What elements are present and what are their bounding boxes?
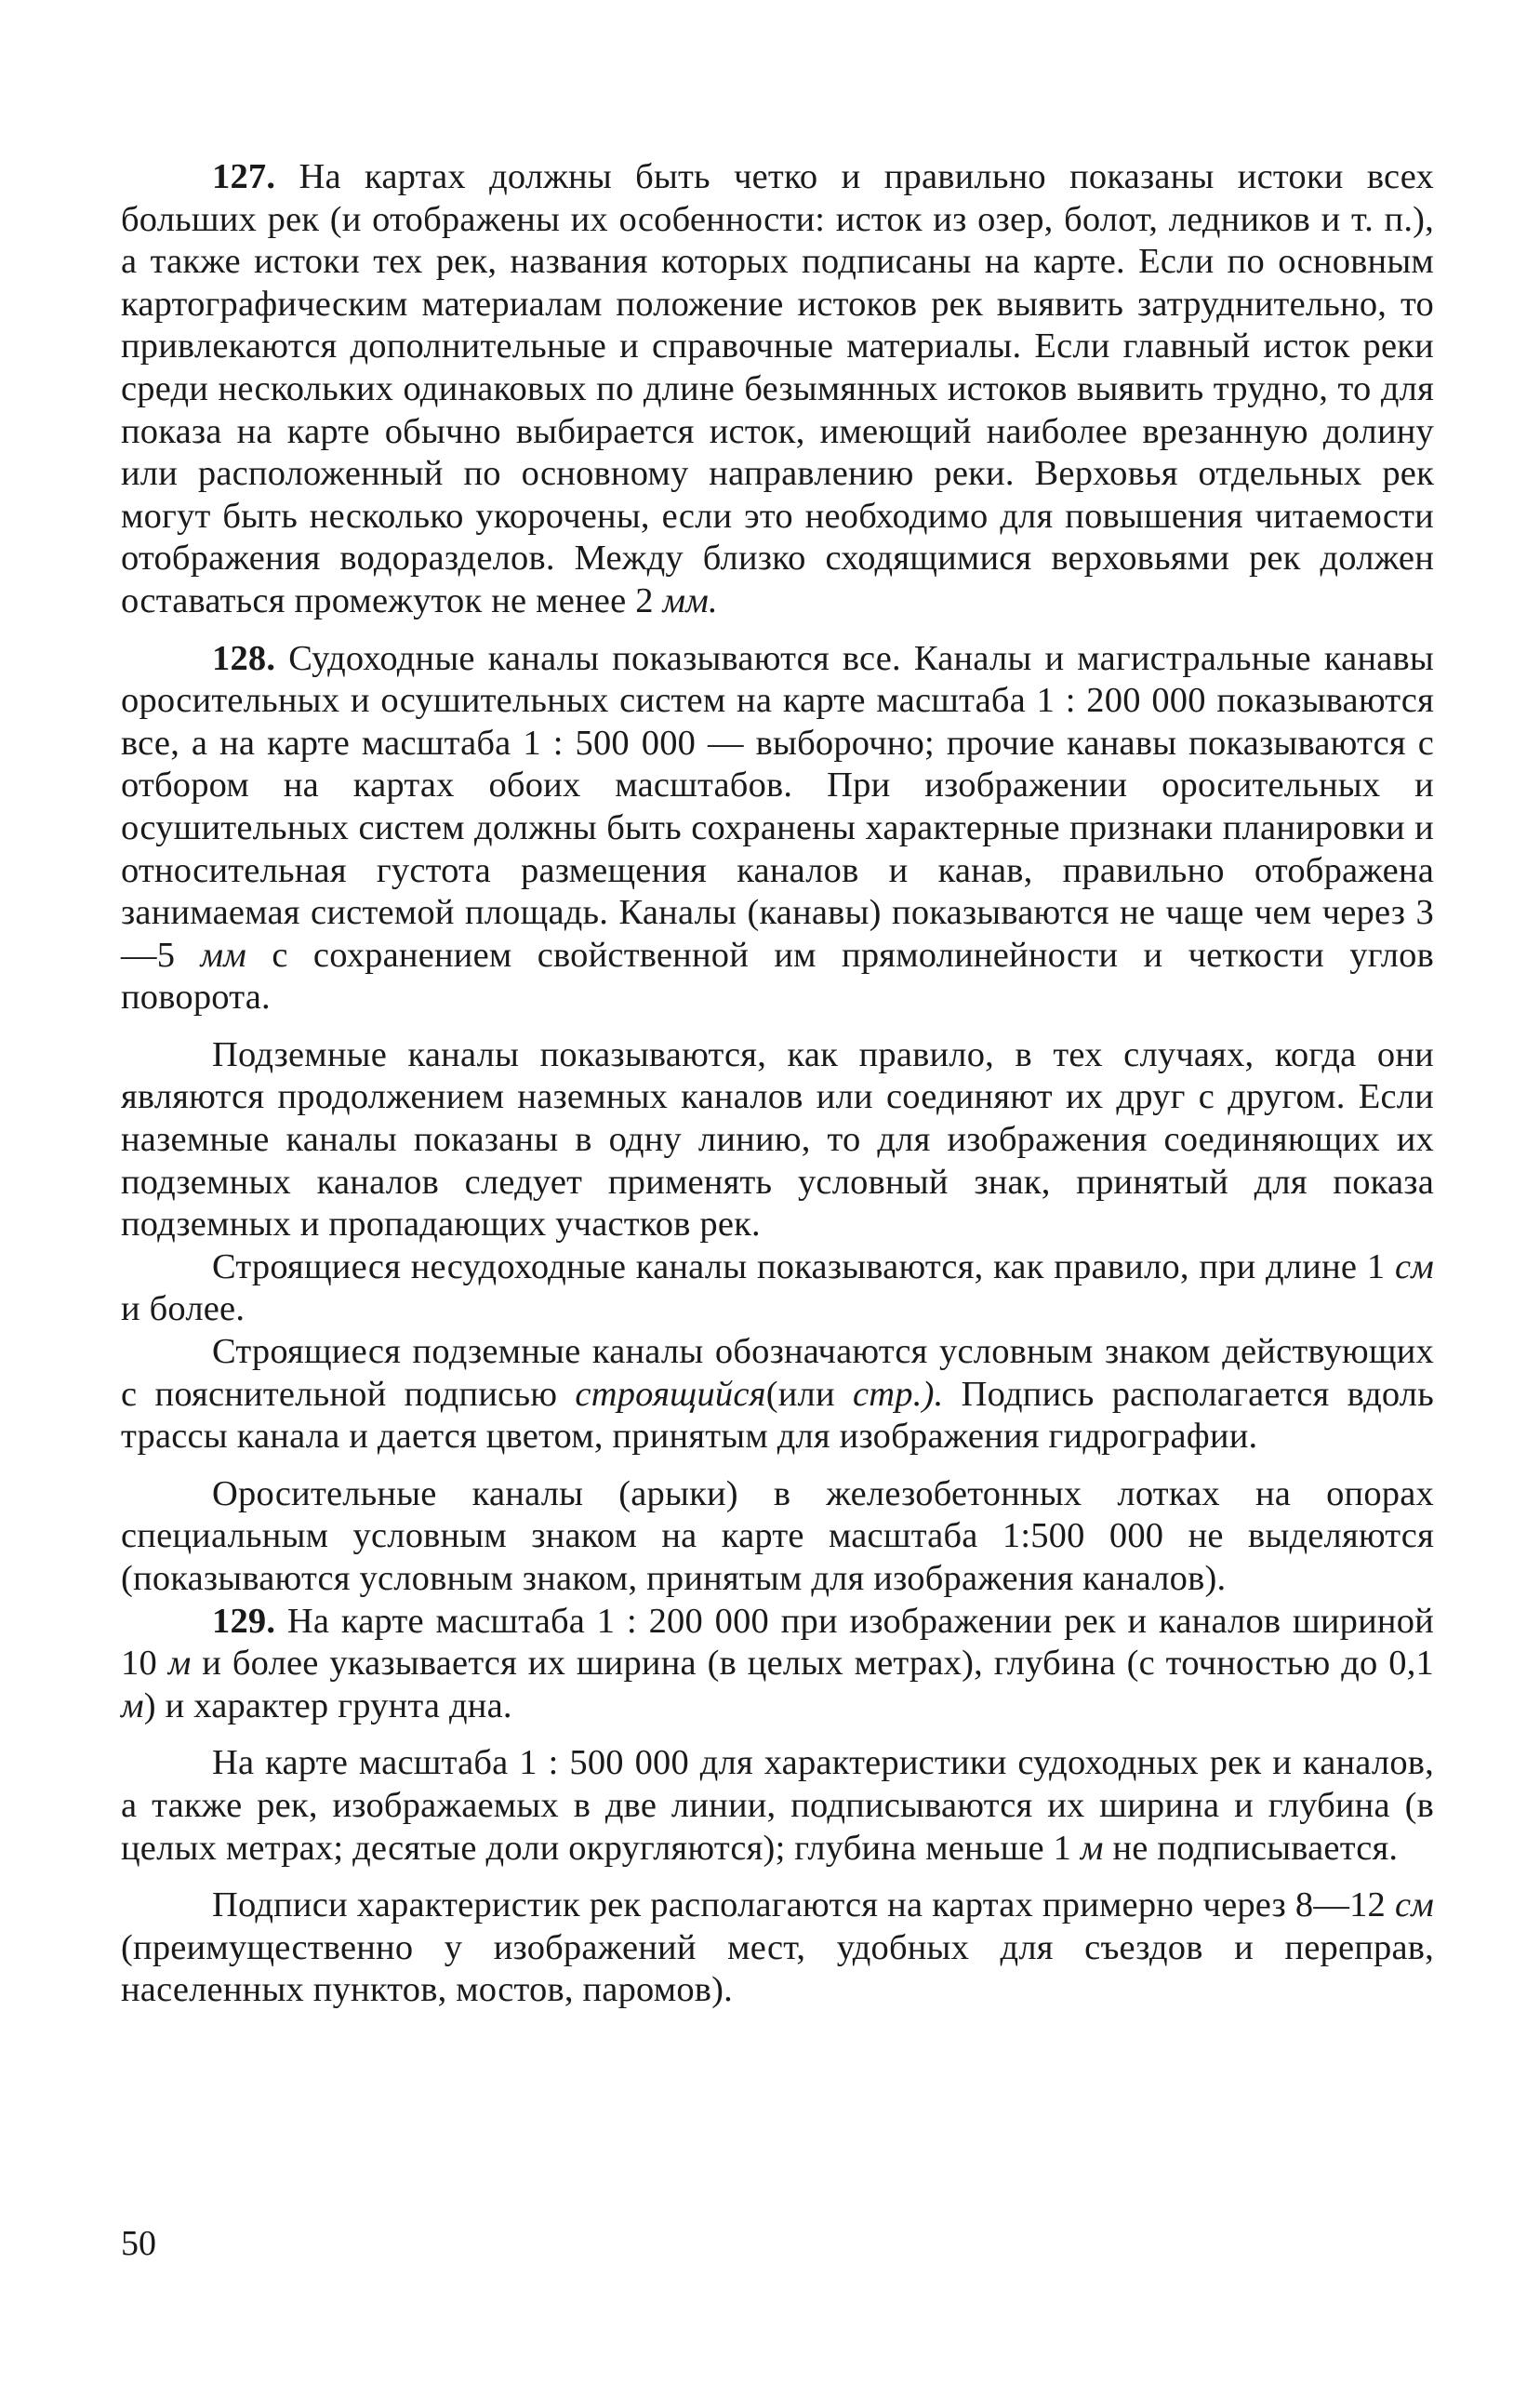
paragraph-text: ) и характер грунта дна. — [143, 1685, 512, 1725]
paragraph-scale-500000 — [121, 1742, 1434, 1870]
section-number: 129. — [212, 1601, 276, 1641]
paragraph-text: На карте масштаба 1 : 200 000 при изображении рек и каналов шириной 10 — [121, 1601, 1434, 1684]
paragraph-text: На картах должны быть четко и правильно показаны истоки всех больших рек (и отображены их особенности: исток из озер, болот, ледников и т. п.), а также истоки тех рек, названия которых подписаны на карте. Если по основным картографическим материалам положение истоков рек выявить затруднительно, то привлекаются дополнительные и справочные материалы. Если главный исток реки среди нескольких одинаковых по длине безымянных истоков выявить трудно, то для показа на карте обычно выбирается исток, имеющий наиболее врезанную долину или расположенный по основному направлению реки. Верховья отдельных рек могут быть несколько укорочены, если это необходимо для повышения читаемости отображения водоразделов. Между близко сходящимися верховьями рек должен оставаться промежуток не менее 2 — [121, 157, 1434, 620]
italic-unit: стр.). — [853, 1374, 944, 1414]
paragraph-text: не подписывается. — [1103, 1828, 1399, 1868]
paragraph-text: (преимущественно у изображений мест, удобных для съездов и переправ, населенных пунктов, мостов, паромов). — [121, 1927, 1434, 2010]
page-number: 50 — [121, 2224, 156, 2263]
paragraph-127 — [121, 156, 1434, 623]
paragraph-129 — [121, 1601, 1434, 1728]
paragraph-text: Подпись располагается вдоль трассы канала и дается цветом, принятым для изображения гидрографии. — [121, 1374, 1434, 1457]
paragraph-irrigation-canals — [121, 1473, 1434, 1601]
italic-unit: см — [1394, 1885, 1434, 1925]
document-body — [121, 156, 1434, 2027]
italic-unit: м — [1080, 1828, 1104, 1868]
paragraph-river-labels — [121, 1884, 1434, 2012]
paragraph-text: с сохранением свойственной им прямолинейности и четкости углов поворота. — [121, 935, 1434, 1018]
paragraph-text: Подземные каналы показываются, как правило, в тех случаях, когда они являются продолжением наземных каналов или соединяют их друг с другом. Если наземные каналы показаны в одну линию, то для изображения соединяющих их подземных каналов следует применять условный знак, принятый для показа подземных и пропадающих участков рек. — [121, 1034, 1434, 1245]
paragraph-text: и более. — [121, 1289, 246, 1329]
paragraph-text: и более указывается их ширина (в целых метрах), глубина (с точностью до 0,1 — [191, 1644, 1434, 1684]
paragraph-text: Строящиеся несудоходные каналы показываются, как правило, при длине 1 — [212, 1246, 1395, 1286]
italic-unit: мм. — [662, 580, 718, 620]
italic-unit: строящийся — [575, 1374, 766, 1414]
section-number: 127. — [212, 157, 276, 196]
paragraph-text: Подписи характеристик рек располагаются на картах примерно через 8—12 — [212, 1885, 1395, 1925]
paragraph-construction-underground — [121, 1331, 1434, 1458]
paragraph-text: (или — [765, 1374, 854, 1414]
section-number: 128. — [212, 638, 276, 678]
italic-unit: см — [1394, 1246, 1434, 1286]
paragraph-text: Оросительные каналы (арыки) в железобетонных лотках на опорах специальным условным знаком на карте масштаба 1:500 000 не выделяются (показываются условным знаком, принятым для изображения каналов). — [121, 1473, 1434, 1598]
italic-unit: м — [167, 1644, 192, 1684]
italic-unit: м — [121, 1685, 144, 1725]
paragraph-text: Судоходные каналы показываются все. Каналы и магистральные канавы оросительных и осушительных систем на карте масштаба 1 : 200 000 показываются все, а на карте масштаба 1 : 500 000 — выборочно; прочие канавы показываются с отбором на картах обоих масштабов. При изображении оросительных и осушительных систем должны быть сохранены характерные признаки планировки и относительная густота размещения каналов и канав, правильно отображена занимаемая системой площадь. Каналы (канавы) показываются не чаще чем через 3—5 — [121, 638, 1434, 975]
paragraph-construction-canals — [121, 1246, 1434, 1331]
paragraph-text: На карте масштаба 1 : 500 000 для характеристики судоходных рек и каналов, а также рек, изображаемых в две линии, подписываются их ширина и глубина (в целых метрах; десятые доли округляются); глубина меньше 1 — [121, 1743, 1434, 1868]
paragraph-text: Строящиеся подземные каналы обозначаются условным знаком действующих с пояснительной подписью — [121, 1332, 1434, 1414]
paragraph-128 — [121, 638, 1434, 1019]
paragraph-underground-canals — [121, 1034, 1434, 1246]
italic-unit: мм — [200, 935, 247, 975]
